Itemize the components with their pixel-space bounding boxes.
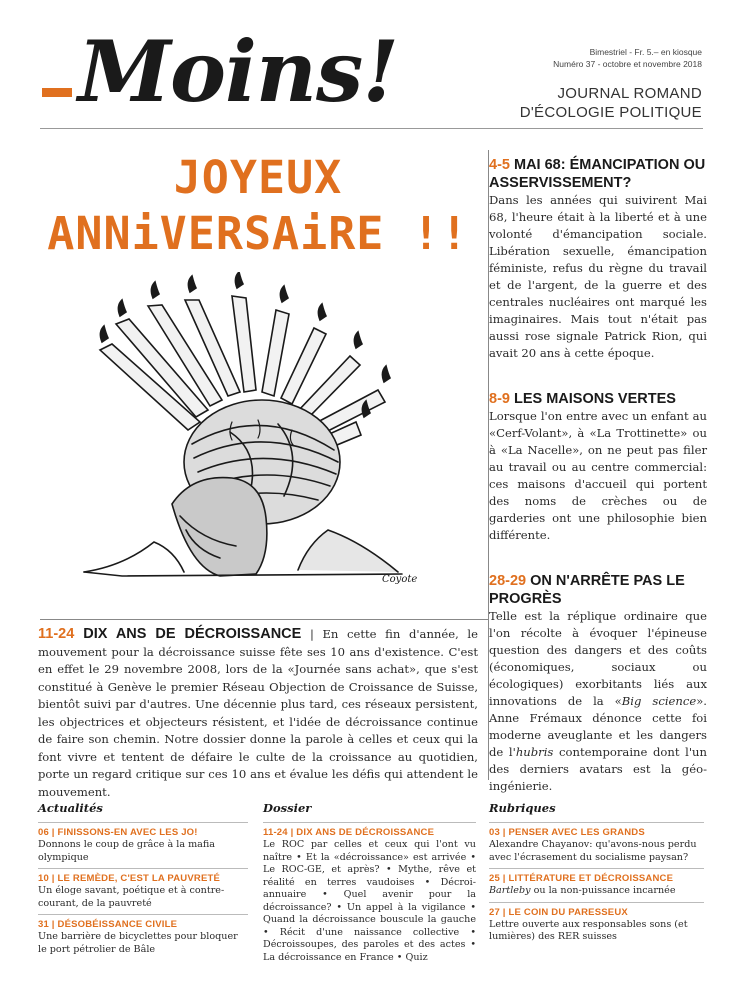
article-progres <box>489 572 707 795</box>
dossier-rule <box>40 619 488 620</box>
article-maisons-vertes <box>489 390 707 544</box>
section-item-head: 10 | LE REMÈDE, C'EST LA PAUVRETÉ <box>38 873 221 884</box>
headline-line-1: JOYEUX <box>173 151 343 204</box>
article-title: MAI 68: ÉMANCIPATION OU ASSERVISSEMENT? <box>489 157 706 191</box>
dossier-separator: | <box>309 627 314 641</box>
dossier-text: En cette fin d'année, le mouvement pour la décroissance suisse fête ses 10 ans d'existence. C'est en effet le 29 novembre 2008, lors de la «Journée sans achat», que s'est constitué à Genève le premier Réseau Objection de Croissance de Suisse, bientôt suivi par d'autres. Une décennie plus tard, ces réseaux persistent, les objectrices et objecteurs résistent, et l'idée de décroissance continue de faire son chemin. Notre dossier donne la parole à celles et ceux qui la font vivre et tentent de défaire le culte de la croissance au quotidien, porte un regard critique sur ces 10 ans et évalue les défis qui attendent le mouvement. <box>38 627 478 799</box>
dossier-heading <box>38 626 301 642</box>
article-pages: 8-9 <box>489 391 510 407</box>
subtitle-line-2: D'ÉCOLOGIE POLITIQUE <box>519 104 702 121</box>
section-item-text: Alexandre Chayanov: qu'avons-nous perdu avec l'écrasement du socialisme paysan? <box>489 839 697 863</box>
article-title: ON N'ARRÊTE PAS LE PROGRÈS <box>489 573 685 607</box>
section-item-head: 11-24 | DIX ANS DE DÉCROISSANCE <box>263 827 435 838</box>
section-item-text: Donnons le coup de grâce à la mafia olympique <box>38 839 216 863</box>
section-rubriques <box>489 801 704 948</box>
section-dossier <box>263 801 476 968</box>
section-actualites <box>38 801 248 960</box>
masthead-title: Moins! <box>78 22 399 121</box>
section-item-head: 31 | DÉSOBÉISSANCE CIVILE <box>38 919 178 930</box>
section-item-head: 06 | FINISSONS-EN AVEC LES JO! <box>38 827 198 838</box>
dossier-article <box>38 626 478 801</box>
issue-info <box>553 46 702 70</box>
artist-signature: Coyote <box>382 574 418 585</box>
article-heading <box>489 156 707 192</box>
section-item-text: Bartleby ou la non-puissance incarnée <box>489 885 676 896</box>
section-title: Actualités <box>38 801 103 815</box>
section-title: Rubriques <box>489 801 556 815</box>
dossier-pages: 11-24 <box>38 626 75 642</box>
dossier-title: DIX ANS DE DÉCROISSANCE <box>83 626 302 642</box>
section-title: Dossier <box>263 801 312 815</box>
article-pages: 28-29 <box>489 573 527 589</box>
issue-number: Numéro 37 - octobre et novembre 2018 <box>553 59 702 69</box>
section-item-text: Le ROC par celles et ceux qui l'ont vu naître • Et la «décroissance» est arrivée • Le ROC-GE, et après? • Mythe, rêve et réalité en terres vaudoises • Décroi-annuaire • Quel avenir pour la décroissance? • Un appel à la vigilance • Quand la décroissance bouscule la gauche • Récit d'une naissance collective • Décroissoupes, des paroles et des actes • La décroissance en France • Quiz <box>263 839 476 963</box>
section-item-text: Lettre ouverte aux responsables sons (et lumières) des RER suisses <box>489 918 688 942</box>
article-heading <box>489 572 707 608</box>
section-item-head: 03 | PENSER AVEC LES GRANDS <box>489 827 645 838</box>
article-body: Telle est la réplique ordinaire que l'on récolte à évoquer l'épineuse question des dangers et des coûts (économiques, sociaux ou écologiques) exorbitants liés aux innovations de la «Big science». Anne Frémaux dénonce cette foi moderne aveuglante et les dangers de l'hubris contemporaine dont l'un des derniers avatars est la géo-ingénierie. <box>489 609 707 793</box>
article-body: Dans les années qui suivirent Mai 68, l'heure était à la liberté et à une volonté d'émancipation sociale. Libération sexuelle, émancipation féministe, refus du règne du travail et de l'argent, de la guerre et des centrales nucléaires ont marqué les imaginaires. Mais tout n'était pas aussi rose signale Patrick Rion, qui avait 20 ans à cette époque. <box>489 193 707 360</box>
masthead-rule <box>40 128 703 129</box>
issue-price: Bimestriel - Fr. 5.– en kiosque <box>589 47 702 57</box>
article-heading <box>489 390 707 408</box>
section-item-text: Un éloge savant, poétique et à contre-courant, de la pauvreté <box>38 885 225 909</box>
cover-headline <box>38 150 478 262</box>
section-item-head: 25 | LITTÉRATURE ET DÉCROISSANCE <box>489 873 674 884</box>
headline-line-2: ANNiVERSAiRE !! <box>47 207 469 260</box>
snail-cake-candles-illustration <box>82 272 442 594</box>
section-item-head: 27 | LE COIN DU PARESSEUX <box>489 906 628 918</box>
article-mai-68 <box>489 156 707 362</box>
subtitle-line-1: JOURNAL ROMAND <box>557 85 702 102</box>
article-title: LES MAISONS VERTES <box>514 391 676 407</box>
snail-body <box>84 478 402 576</box>
masthead-subtitle <box>520 84 702 122</box>
article-pages: 4-5 <box>489 157 510 173</box>
masthead-dash <box>42 88 72 97</box>
section-item-text: Une barrière de bicyclettes pour bloquer le port pétrolier de Bâle <box>38 931 238 955</box>
article-body: Lorsque l'on entre avec un enfant au «Cerf-Volant», à «La Trottinette» ou à «La Nacelle», on ne peut pas filer au travail ou au centre commercial: ces maisons d'accueil qui portent des noms de crèches ou de garderies ont une philosophie bien différente. <box>489 409 707 542</box>
